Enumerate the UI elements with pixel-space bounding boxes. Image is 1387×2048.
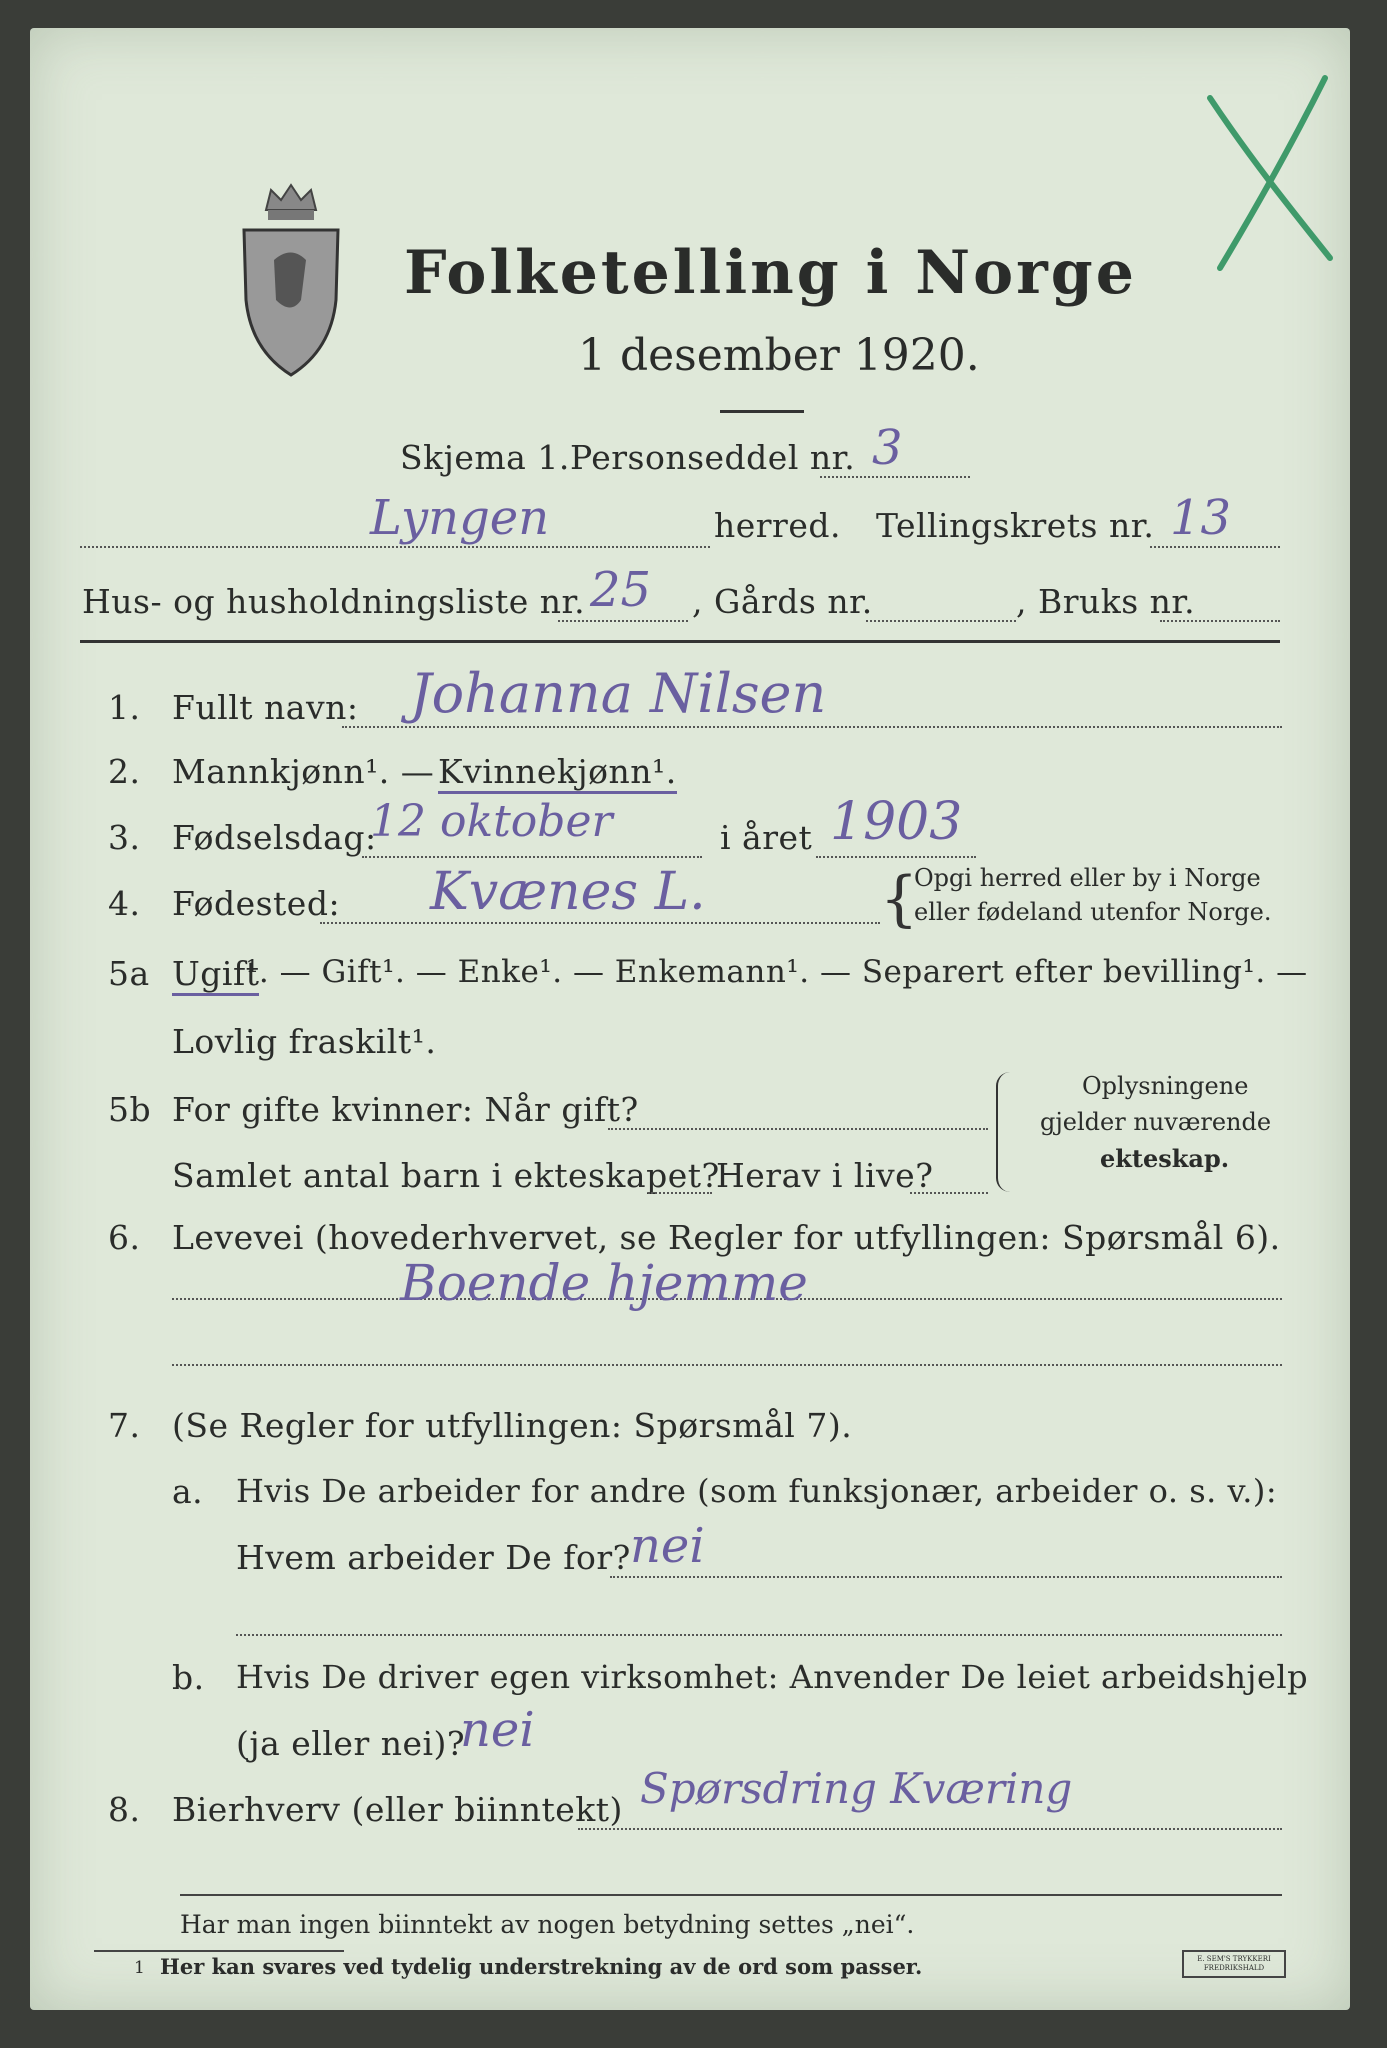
- herred-line: [80, 546, 710, 548]
- bruks-line: [1160, 620, 1280, 622]
- q8-underline: [180, 1894, 1282, 1896]
- q5b-note-2: gjelder nuværende: [1040, 1108, 1272, 1136]
- q4-label: Fødested:: [172, 884, 341, 923]
- q8-line: [578, 1828, 1282, 1830]
- q7a-letter: a.: [172, 1472, 204, 1511]
- q7b-value: nei: [460, 1702, 535, 1758]
- q7a-line-2: [236, 1634, 1282, 1636]
- q5a-line2: Lovlig fraskilt¹.: [172, 1022, 437, 1061]
- q5b-note-3: ekteskap.: [1100, 1144, 1230, 1173]
- q7a-line-1: [610, 1576, 1282, 1578]
- q3-year-label: i året: [720, 818, 813, 857]
- q3-year-line: [816, 856, 976, 858]
- coat-of-arms-icon: [236, 180, 346, 380]
- q8-label: Bierhverv (eller biinntekt): [172, 1790, 623, 1829]
- q4-brace: {: [880, 864, 919, 934]
- q5b-line-2: [648, 1192, 712, 1194]
- check-mark-icon: [1190, 58, 1350, 278]
- q5b-label-3: Herav i live?: [716, 1156, 934, 1195]
- q2-female: Kvinnekjønn¹.: [438, 752, 677, 794]
- footnote-divider: [94, 1950, 344, 1952]
- q2-male: Mannkjønn¹. —: [172, 752, 435, 791]
- q7-label: (Se Regler for utfyllingen: Spørsmål 7).: [172, 1406, 853, 1445]
- gards-line: [866, 620, 1016, 622]
- personseddel-line: [820, 476, 970, 478]
- bruks-label: , Bruks nr.: [1016, 582, 1196, 621]
- husholdning-line: [558, 620, 688, 622]
- footnote-number: 1: [134, 1958, 145, 1978]
- personseddel-label: Personseddel nr.: [570, 438, 856, 477]
- q6-number: 6.: [108, 1218, 141, 1257]
- q5b-number: 5b: [108, 1090, 152, 1129]
- q7b-letter: b.: [172, 1658, 205, 1697]
- q3-line: [362, 856, 702, 858]
- q6-value: Boende hjemme: [400, 1254, 808, 1312]
- tellingskrets-label: Tellingskrets nr.: [876, 506, 1155, 545]
- herred-label: herred.: [714, 506, 841, 545]
- q5b-line-1: [608, 1128, 988, 1130]
- q4-line: [320, 922, 880, 924]
- q4-number: 4.: [108, 884, 141, 923]
- q1-value: Johanna Nilsen: [410, 662, 827, 725]
- tellingskrets-value: 13: [1170, 490, 1232, 546]
- q1-label: Fullt navn:: [172, 688, 359, 727]
- q5a-number: 5a: [108, 954, 150, 993]
- herred-value: Lyngen: [370, 490, 550, 546]
- q3-year: 1903: [830, 792, 963, 852]
- q7a-label: Hvis De arbeider for andre (som funksjonær, arbeider o. s. v.):: [236, 1472, 1278, 1510]
- q7a-value: nei: [630, 1518, 705, 1574]
- form-date: 1 desember 1920.: [578, 330, 980, 381]
- q5b-bracket: [996, 1072, 1014, 1192]
- q4-value: Kvænes L.: [430, 862, 706, 922]
- q5a-options: ¹. — Gift¹. — Enke¹. — Enkemann¹. — Separert efter bevilling¹. —: [246, 954, 1308, 990]
- q7b-label: Hvis De driver egen virksomhet: Anvender De leiet arbeidshjelp: [236, 1658, 1309, 1696]
- gards-label: , Gårds nr.: [692, 582, 873, 621]
- q1-line: [342, 726, 1282, 728]
- q5a-ugift: Ugift: [172, 954, 259, 996]
- q6-line-2: [172, 1364, 1282, 1366]
- q7-number: 7.: [108, 1406, 141, 1445]
- biinntekt-note: Har man ingen biinntekt av nogen betydning settes „nei“.: [180, 1910, 915, 1939]
- husholdning-value: 25: [590, 562, 652, 618]
- section-divider: [80, 640, 1280, 643]
- tellingskrets-line: [1150, 546, 1280, 548]
- q8-number: 8.: [108, 1790, 141, 1829]
- q3-value: 12 oktober: [370, 796, 613, 847]
- q7a-label-2: Hvem arbeider De for?: [236, 1538, 631, 1577]
- q7b-label-2: (ja eller nei)?: [236, 1724, 466, 1763]
- q5b-note-1: Oplysningene: [1082, 1072, 1249, 1100]
- q4-note-1: Opgi herred eller by i Norge: [914, 864, 1261, 892]
- q5b-label-2: Samlet antal barn i ekteskapet?: [172, 1156, 720, 1195]
- husholdning-label: Hus- og husholdningsliste nr.: [82, 582, 586, 621]
- q4-note-2: eller fødeland utenfor Norge.: [914, 898, 1272, 926]
- q3-number: 3.: [108, 818, 141, 857]
- q8-value: Spørsdring Kværing: [640, 1764, 1073, 1813]
- footnote-text: Her kan svares ved tydelig understrekning av de ord som passer.: [160, 1954, 923, 1979]
- form-title: Folketelling i Norge: [404, 238, 1137, 308]
- skjema-label: Skjema 1.: [400, 438, 570, 477]
- q5b-line-3: [910, 1192, 988, 1194]
- q6-label: Levevei (hovederhvervet, se Regler for utfyllingen: Spørsmål 6).: [172, 1218, 1281, 1257]
- q1-number: 1.: [108, 688, 141, 727]
- personseddel-value: 3: [872, 420, 903, 476]
- divider: [720, 410, 804, 413]
- census-form: [30, 28, 1350, 2010]
- q3-label: Fødselsdag:: [172, 818, 377, 857]
- q5b-label-1: For gifte kvinner: Når gift?: [172, 1090, 639, 1129]
- printer-stamp: E. SEM'S TRYKKERI FREDRIKSHALD: [1182, 1950, 1286, 1978]
- q2-number: 2.: [108, 752, 141, 791]
